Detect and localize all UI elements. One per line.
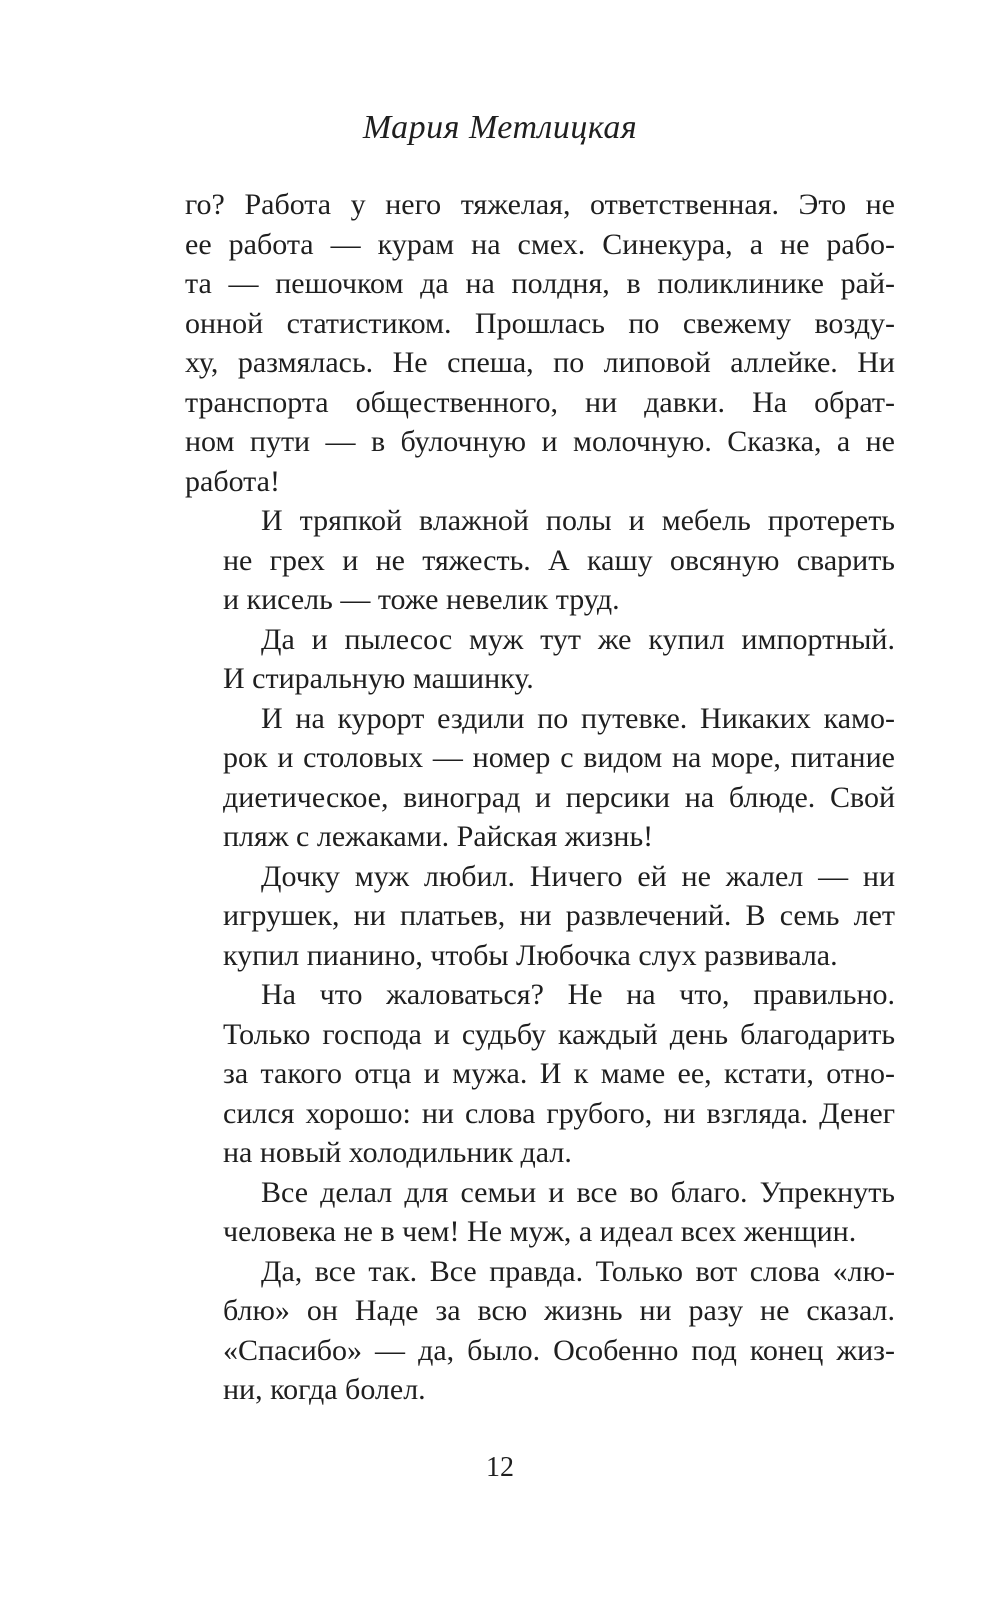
text-line: сился хорошо: ни слова грубого, ни взгляда. Денег [223,1096,895,1130]
paragraph [185,185,895,501]
paragraph [185,857,895,976]
text-line: онной статистиком. Прошлась по свежему возду- [185,306,895,340]
text-line: блю» он Наде за всю жизнь ни разу не сказал. [223,1294,895,1327]
text-line: Да и пылесос муж тут же купил импортный. [261,622,895,656]
paragraph [185,501,895,620]
text-line: транспорта общественного, ни давки. На обрат- [185,385,895,419]
text-line: И стиральную машинку. [223,662,534,695]
text-line: диетическое, виноград и персики на блюде. Свой [223,780,895,814]
paragraph [185,699,895,857]
paragraph [185,975,895,1173]
text-line: ном пути — в булочную и молочную. Сказка, а не [185,425,895,458]
text-line: И тряпкой влажной полы и мебель протереть [261,504,895,537]
text-line: На что жаловаться? Не на что, правильно. [261,978,895,1011]
text-line: купил пианино, чтобы Любочка слух развивала. [223,938,838,972]
paragraph [185,1173,895,1252]
text-line: рок и столовых — номер с видом на море, питание [223,741,895,774]
text-line: Дочку муж любил. Ничего ей не жалел — ни [261,859,895,893]
text-line: Все делал для семьи и все во благо. Упрекнуть [261,1175,895,1209]
text-line: та — пешочком да на полдня, в поликлинике рай- [185,267,895,300]
body-text [185,185,895,1410]
text-line: И на курорт ездили по путевке. Никаких камо- [261,701,895,735]
text-line: игрушек, ни платьев, ни развлечений. В семь лет [223,899,895,932]
text-line: «Спасибо» — да, было. Особенно под конец жиз- [223,1333,895,1367]
text-line: Да, все так. Все правда. Только вот слова «лю- [261,1254,895,1288]
text-line: и кисель — тоже невелик труд. [223,583,620,616]
text-line: не грех и не тяжесть. А кашу овсяную сварить [223,543,895,577]
text-line: пляж с лежаками. Райская жизнь! [223,820,654,853]
text-line: работа! [185,464,280,498]
text-line: Только господа и судьбу каждый день благодарить [223,1017,895,1051]
page-number: 12 [486,1452,514,1483]
text-line: человека не в чем! Не муж, а идеал всех женщин. [223,1215,857,1248]
text-line: ее работа — курам на смех. Синекура, а не рабо- [185,227,895,261]
paragraph [185,1252,895,1410]
text-line: за такого отца и мужа. И к маме ее, кстати, отно- [223,1057,895,1090]
running-head-author: Мария Метлицкая [362,109,638,146]
text-line: на новый холодильник дал. [223,1136,572,1169]
text-line: ху, размялась. Не спеша, по липовой аллейке. Ни [185,346,895,379]
paragraph [185,620,895,699]
text-line: ни, когда болел. [223,1373,426,1406]
text-line: го? Работа у него тяжелая, ответственная. Это не [185,188,895,221]
